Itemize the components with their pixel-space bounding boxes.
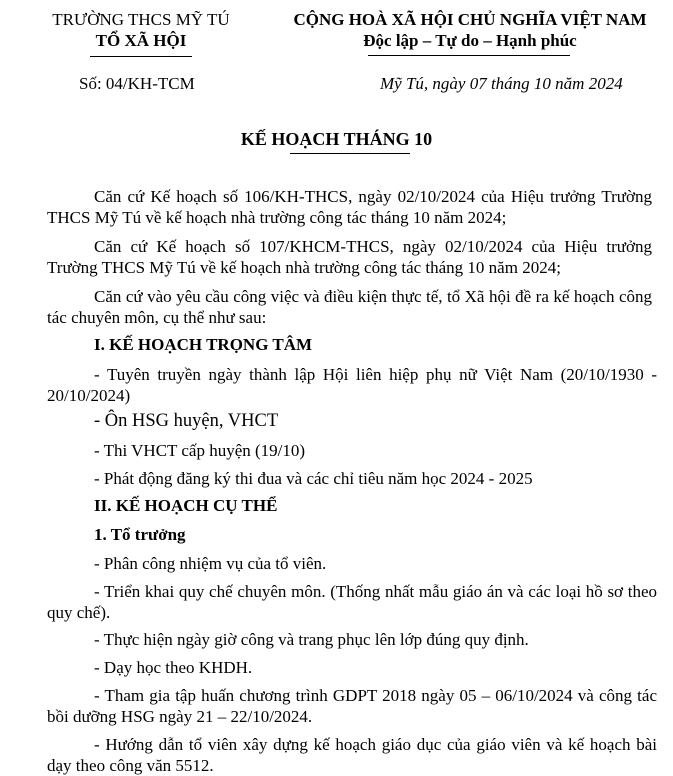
page-title: KẾ HOẠCH THÁNG 10 [240,129,433,149]
place-date: Mỹ Tú, ngày 07 tháng 10 năm 2024 [380,74,623,93]
preamble-paragraph: Căn cứ Kế hoạch số 106/KH-THCS, ngày 02/10/2024 của Hiệu trưởng Trường THCS Mỹ Tú về kế hoạch nhà trường công tác tháng 10 năm 2024; [47,187,652,227]
document-number: Số: 04/KH-TCM [79,74,195,93]
section-heading: II. KẾ HOẠCH CỤ THỂ [94,496,278,515]
department-underline [90,56,192,57]
subsection-heading: 1. Tổ trưởng [94,525,186,544]
list-item: - Phát động đăng ký thi đua và các chỉ tiêu năm học 2024 - 2025 [94,469,533,488]
list-item: - Thi VHCT cấp huyện (19/10) [94,441,306,460]
motto-underline [368,55,570,56]
list-item: - Triển khai quy chế chuyên môn. (Thống nhất mẫu giáo án và các loại hồ sơ theo quy chế). [47,582,657,622]
department-name: TỔ XÃ HỘI [95,31,187,50]
list-item: - Tham gia tập huấn chương trình GDPT 2018 ngày 05 – 06/10/2024 và công tác bồi dưỡng HSG ngày 21 – 22/10/2024. [47,686,657,726]
section-heading: I. KẾ HOẠCH TRỌNG TÂM [94,335,313,354]
school-name: TRƯỜNG THCS MỸ TÚ [52,10,230,29]
list-item: - Ôn HSG huyện, VHCT [94,411,279,431]
list-item: - Tuyên truyền ngày thành lập Hội liên hiệp phụ nữ Việt Nam (20/10/1930 - 20/10/2024) [47,365,657,405]
nation-title: CỘNG HOÀ XÃ HỘI CHỦ NGHĨA VIỆT NAM [293,10,647,29]
preamble-paragraph: Căn cứ vào yêu cầu công việc và điều kiện thực tế, tổ Xã hội đề ra kế hoạch công tác chuyên môn, cụ thể như sau: [47,287,652,327]
list-item: - Dạy học theo KHDH. [94,658,253,677]
title-underline [290,153,410,154]
list-item: - Thực hiện ngày giờ công và trang phục lên lớp đúng quy định. [94,630,529,649]
preamble-paragraph: Căn cứ Kế hoạch số 107/KHCM-THCS, ngày 02/10/2024 của Hiệu trưởng Trường THCS Mỹ Tú về kế hoạch nhà trường công tác tháng 10 năm 2024; [47,237,652,277]
list-item: - Phân công nhiệm vụ của tổ viên. [94,554,327,573]
motto: Độc lập – Tự do – Hạnh phúc [363,31,577,50]
list-item: - Hướng dẫn tổ viên xây dựng kế hoạch giáo dục của giáo viên và kế hoạch bài dạy theo công văn 5512. [47,735,657,775]
